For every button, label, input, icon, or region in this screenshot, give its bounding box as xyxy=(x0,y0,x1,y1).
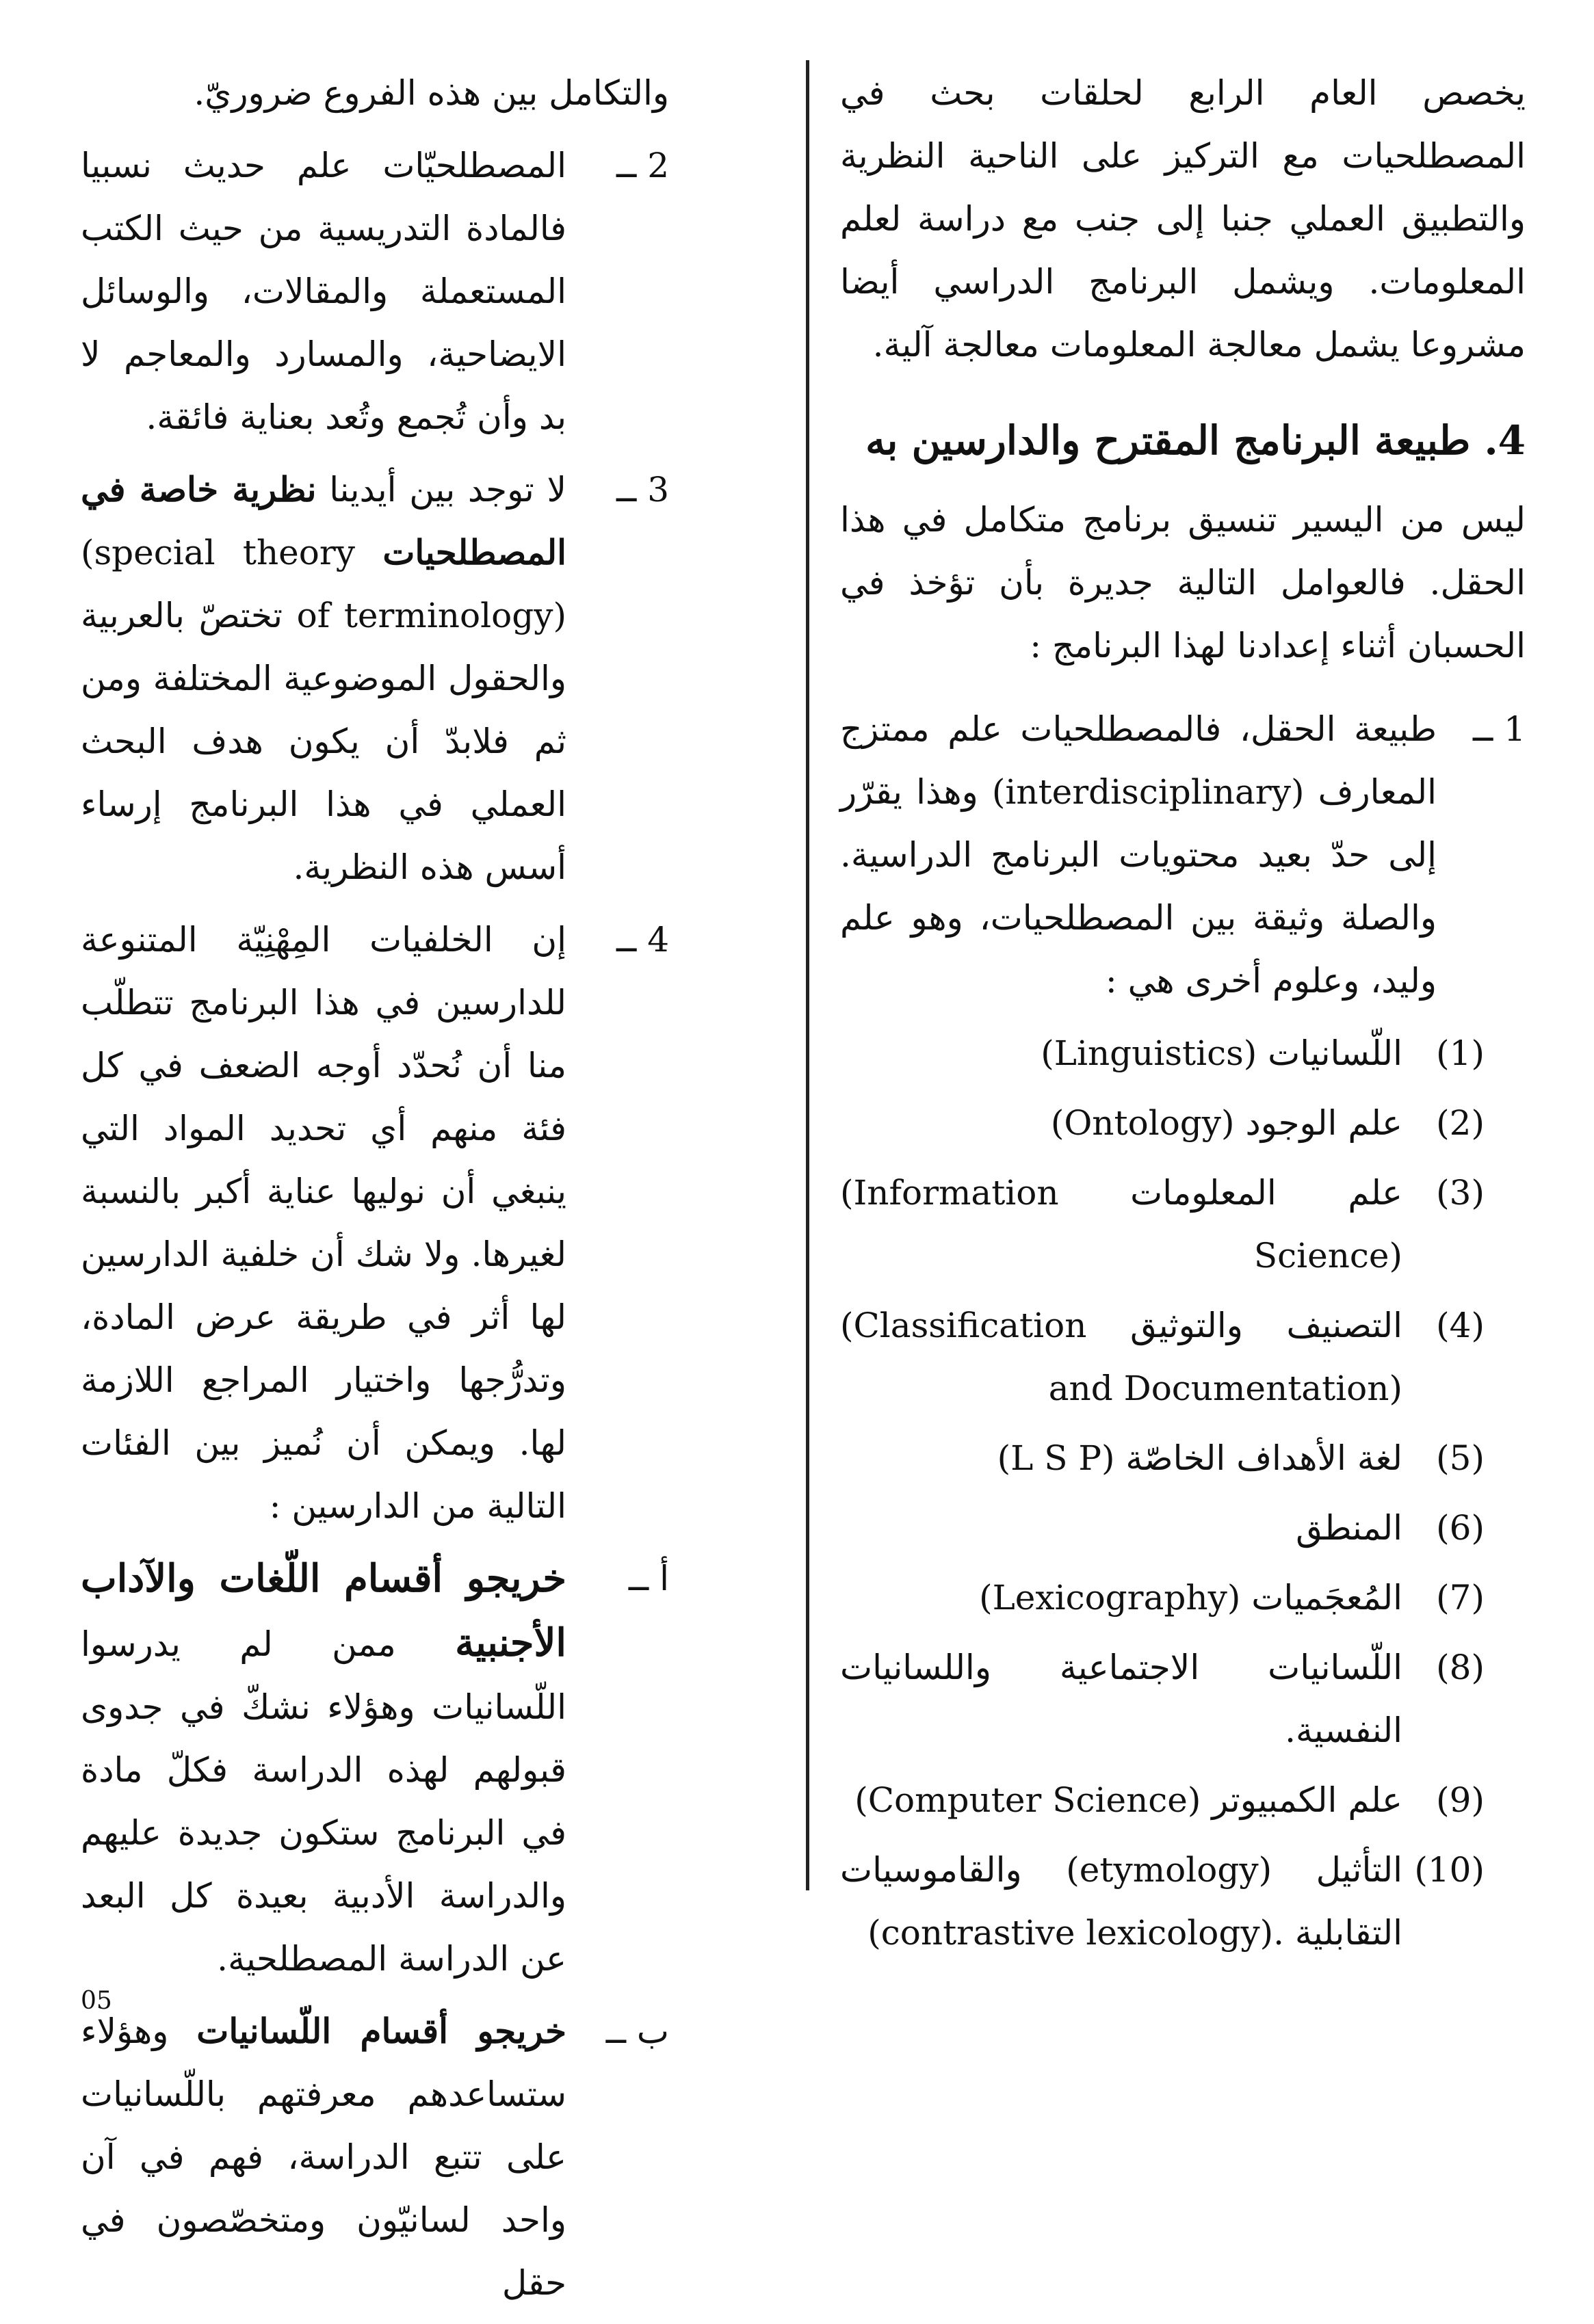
sub-item-latin: (Computer Science) xyxy=(854,1780,1201,1820)
sub-item-arabic: علم الكمبيوتر xyxy=(1212,1780,1402,1820)
item-text-latin: (special theory of terminology) xyxy=(81,533,566,635)
item-text-body: وهؤلاء ستساعدهم معرفتهم باللّسانيات على تتبع الدراسة، فهم في آن واحد لسانيّون ومتخصّصون في حقل xyxy=(81,2011,566,2303)
sub-item-latin: (Lexicography) xyxy=(979,1578,1241,1617)
sub-item-number: (3) xyxy=(1436,1173,1485,1213)
sub-item-text xyxy=(840,1636,1402,1762)
item-text xyxy=(81,458,566,899)
sub-list-item xyxy=(840,1161,1526,1287)
item-number: 2 ــ xyxy=(616,146,669,185)
sub-item-arabic: المُعجَميات xyxy=(1251,1578,1402,1617)
continuation-text: والتكامل بين هذه الفروع ضروريّ. xyxy=(194,73,669,113)
sub-item-arabic: المنطق xyxy=(1296,1508,1402,1548)
item-text xyxy=(81,2000,566,2314)
item-text: المصطلحيّات علم حديث نسبيا فالمادة التدريسية من حيث الكتب المستعملة والمقالات، والوسائل الايضاحية، والمسارد والمعاجم لا بد وأن تُجمع وتُعد بعناية فائقة. xyxy=(81,146,566,437)
sub-item-text xyxy=(840,1092,1402,1154)
column-divider xyxy=(806,60,809,1890)
sub-item-latin: (Ontology) xyxy=(1050,1103,1235,1143)
item-text-bold: خريجو أقسام اللّغات والآداب الأجنبية xyxy=(81,1556,566,1665)
sub-list-item xyxy=(840,1496,1526,1559)
list-item-4 xyxy=(81,908,669,1537)
item-text xyxy=(840,698,1437,1012)
sub-item-arabic: لغة الأهداف الخاصّة xyxy=(1125,1438,1402,1478)
sub-item-number: (10) xyxy=(1414,1850,1485,1890)
item-number: 4 ــ xyxy=(616,920,669,960)
page-number: 05 xyxy=(81,1987,112,2015)
item-text-body: ممن لم يدرسوا اللّسانيات وهؤلاء نشكّ في جدوى قبولهم لهذه الدراسة فكلّ مادة في البرنامج ستكون جديدة عليهم والدراسة الأدبية بعيدة كل البعد عن الدراسة المصطلحية. xyxy=(81,1624,566,1979)
sub-item-number: (7) xyxy=(1436,1578,1485,1617)
sub-item-text xyxy=(840,1294,1402,1420)
sub-list-item xyxy=(840,1427,1526,1490)
sub-item-latin: (contrastive lexicology). xyxy=(867,1913,1284,1953)
list-item-b xyxy=(81,2000,669,2314)
section-heading: 4. طبيعة البرنامج المقترح والدارسين به xyxy=(865,417,1526,464)
section-intro: ليس من اليسير تنسيق برنامج متكامل في هذا الحقل. فالعوامل التالية جديرة بأن تؤخذ في الحسبان أثناء إعدادنا لهذا البرنامج : xyxy=(840,500,1526,665)
sub-list-item xyxy=(840,1838,1526,1964)
sub-item-text xyxy=(840,1838,1402,1964)
item-number: 1 ــ xyxy=(1472,709,1526,749)
sub-list-item xyxy=(840,1092,1526,1154)
sub-item-text xyxy=(840,1161,1402,1287)
item-text-bold: نظرية خاصة في المصطلحيات xyxy=(81,469,566,572)
sub-item-latin: (Classification and Documentation) xyxy=(840,1306,1402,1408)
sub-item-number: (2) xyxy=(1436,1103,1485,1143)
left-column xyxy=(81,62,669,2324)
sub-item-number: (6) xyxy=(1436,1508,1485,1548)
sub-list-item xyxy=(840,1022,1526,1085)
right-column xyxy=(840,62,1526,1971)
sub-item-arabic: اللّسانيات xyxy=(1268,1033,1402,1073)
sub-item-arabic: التصنيف والتوثيق xyxy=(1130,1306,1402,1345)
sub-list-item xyxy=(840,1566,1526,1629)
sub-list-item xyxy=(840,1294,1526,1420)
sub-item-arabic: علم المعلومات xyxy=(1130,1173,1402,1213)
sub-item-latin: (Linguistics) xyxy=(1041,1033,1257,1073)
item-text-after: وهذا يقرّر إلى حدّ بعيد محتويات البرنامج الدراسية. والصلة وثيقة بين المصطلحيات، وهو علم وليد، وعلوم أخرى هي : xyxy=(840,772,1437,1001)
sub-item-number: (9) xyxy=(1436,1780,1485,1820)
sub-item-text xyxy=(840,1022,1402,1085)
item-text xyxy=(81,1547,566,1990)
sub-item-number: (4) xyxy=(1436,1306,1485,1345)
item-text-latin: (interdisciplinary) xyxy=(991,772,1305,812)
sub-item-arabic: اللّسانيات الاجتماعية واللسانيات النفسية. xyxy=(840,1648,1402,1750)
item-text-before: طبيعة الحقل، فالمصطلحيات علم ممتزج المعارف xyxy=(840,709,1437,812)
item-number: أ ــ xyxy=(628,1559,669,1598)
item-text-after: تختصّ بالعربية والحقول الموضوعية المختلفة ومن ثم فلابدّ أن يكون هدف البحث العملي في هذا البرنامج إرساء أسس هذه النظرية. xyxy=(81,596,566,887)
sub-item-text xyxy=(840,1566,1402,1629)
item-text-bold: خريجو أقسام اللّسانيات xyxy=(196,2011,566,2051)
related-sciences-list xyxy=(840,1022,1526,1964)
sub-item-text xyxy=(840,1496,1402,1559)
sub-item-latin: (L S P) xyxy=(997,1438,1115,1478)
item-number: 3 ــ xyxy=(616,470,669,510)
list-item-a xyxy=(81,1547,669,1990)
list-item-2 xyxy=(81,134,669,449)
sub-item-number: (1) xyxy=(1436,1033,1485,1073)
sub-item-text xyxy=(840,1427,1402,1490)
list-item-3 xyxy=(81,458,669,899)
item-text: إن الخلفيات المِهْنِيّة المتنوعة للدارسين في هذا البرنامج تتطلّب منا أن نُحدّد أوجه الضعف في كل فئة منهم أي تحديد المواد التي ينبغي أن نوليها عناية أكبر بالنسبة لغيرها. ولا شك أن خلفية الدارسين لها أثر في طريقة عرض المادة، وتدرُّجها واختيار المراجع اللازمة لها. ويمكن أن نُميز بين الفئات التالية من الدارسين : xyxy=(81,920,566,1526)
sub-list-item xyxy=(840,1769,1526,1832)
sub-item-number: (5) xyxy=(1436,1438,1485,1478)
sub-item-arabic: التأثيل (etymology) والقاموسيات التقابلية xyxy=(840,1850,1402,1953)
item-text-before: لا توجد بين أيدينا xyxy=(329,470,566,510)
intro-paragraph: يخصص العام الرابع لحلقات بحث في المصطلحيات مع التركيز على الناحية النظرية والتطبيق العملي جنبا إلى جنب مع دراسة لعلم المعلومات. ويشمل البرنامج الدراسي أيضا مشروعا يشمل معالجة المعلومات معالجة آلية. xyxy=(840,73,1526,365)
sub-item-latin: (Information Science) xyxy=(840,1173,1402,1276)
item-number: ب ــ xyxy=(605,2011,669,2051)
sub-list-item xyxy=(840,1636,1526,1762)
list-item-1 xyxy=(840,698,1526,1012)
sub-item-arabic: علم الوجود xyxy=(1245,1103,1402,1143)
sub-item-number: (8) xyxy=(1436,1648,1485,1687)
sub-item-text xyxy=(840,1769,1402,1832)
